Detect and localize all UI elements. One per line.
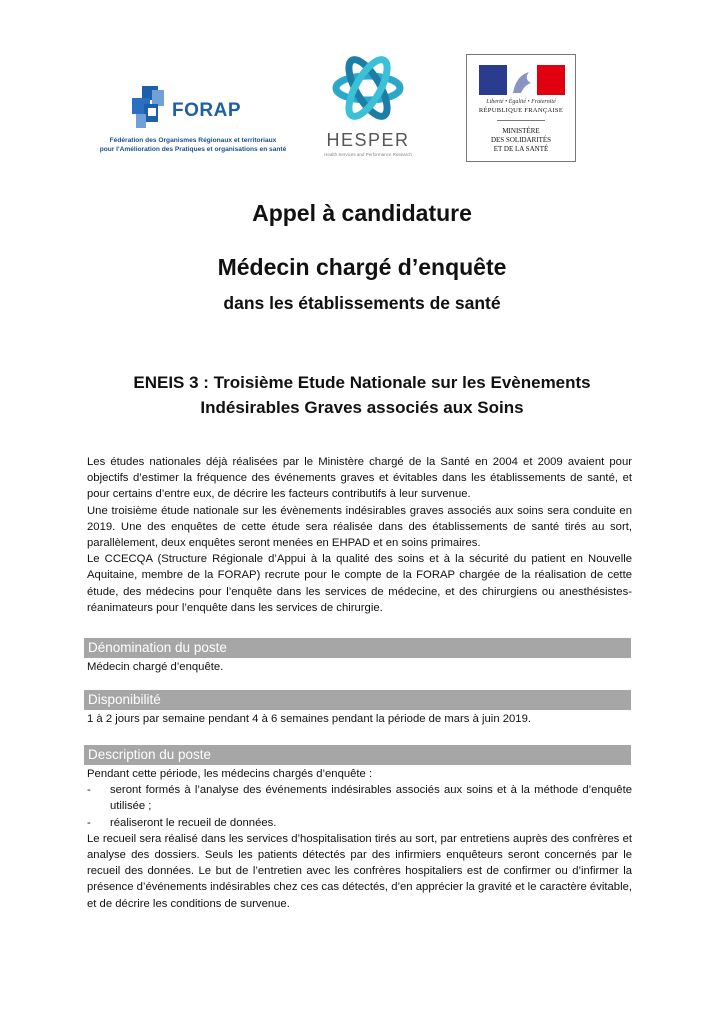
ministry-name [471,127,571,154]
ministry-divider [497,120,545,121]
section-heading-description: Description du poste [84,745,631,765]
description-list [87,782,632,831]
list-dash: - [87,784,91,797]
list-item [87,815,632,831]
section-heading-denomination: Dénomination du poste [84,638,631,658]
description-lead: Pendant cette période, les médecins chargés d’enquête : [87,768,373,780]
job-title: Médecin chargé d’enquête [217,254,507,280]
forap-name: FORAP [172,100,241,121]
job-subtitle: dans les établissements de santé [223,293,501,313]
forap-logo [84,82,302,160]
list-item-text: seront formés à l’analyse des événements indésirables associés aux soins et à la méthode d’enquête utilisée ; [110,784,632,813]
forap-emblem-icon [128,86,168,130]
forap-subtitle-line1: Fédération des Organismes Régionaux et territoriaux [109,137,277,144]
forap-subtitle [84,136,302,154]
intro-paragraph: Le CCECQA (Structure Régionale d’Appui à la qualité des soins et à la sécurité du patient en Nouvelle Aquitaine, membre de la FORAP) recrute pour le compte de la FORAP chargée de la réalisation de cette étude, des médecins pour l’enquête dans les services de médecine, et des chirurgiens ou anesthésistes-réanimateurs pour l’enquête dans les services de chirurgie. [87,553,632,614]
ministry-line3: ET DE LA SANTÉ [493,145,549,153]
hesper-name: HESPER [326,130,410,150]
forap-subtitle-line2: pour l'Amélioration des Pratiques et organisations en santé [99,146,287,153]
denomination-value: Médecin chargé d’enquête. [87,661,224,673]
marianne-icon [509,69,535,95]
list-dash: - [87,816,91,829]
ministry-line1: MINISTÈRE [502,127,540,135]
description-body: Le recueil sera réalisé dans les services d’hospitalisation tirés au sort, par entretiens auprès des confrères et analyse des dossiers. Seuls les patients détectés par des infirmiers enquêteurs seront concernés par le recueil des données. Le but de l’entretien avec les confrères hospitaliers est de confirmer ou d’infirmer la présence d’événements indésirables chez ces cas détectés, d’en apprécier la gravité et le caractère évitable, et de décrire les conditions de survenue. [87,832,632,910]
republic-name: RÉPUBLIQUE FRANÇAISE [478,107,564,114]
intro-paragraph: Les études nationales déjà réalisées par le Ministère chargé de la Santé en 2004 et 2009 avaient pour objectifs d’estimer la fréquence des événements graves et évitables dans les établissements de santé, et pour certains d’entre eux, de décrire les facteurs contributifs à leur survenue. [87,456,632,501]
hesper-atom-icon [330,50,406,126]
intro-text [87,454,632,616]
disponibilite-value: 1 à 2 jours par semaine pendant 4 à 6 semaines pendant la période de mars à juin 2019. [87,713,532,725]
study-title-line2: Indésirables Graves associés aux Soins [200,398,524,417]
study-title [90,370,634,420]
description-content [87,766,632,912]
intro-paragraph: Une troisième étude nationale sur les évènements indésirables graves associés aux soins sera conduite en 2019. Une des enquêtes de cette étude sera réalisée dans des établissements de santé tirés au sort, parallèlement, deux enquêtes seront menées en EHPAD et en soins primaires. [87,504,632,550]
hesper-logo [322,50,414,162]
list-item [87,782,632,814]
republic-motto: Liberté • Égalité • Fraternité [486,99,556,105]
study-title-line1: ENEIS 3 : Troisième Etude Nationale sur les Evènements [133,373,591,392]
ministry-line2: DES SOLIDARITÉS [490,136,552,144]
hesper-subtitle: Health Services and Performance Research [324,152,412,157]
page-title: Appel à candidature [252,200,472,226]
section-heading-disponibilite: Disponibilité [84,690,631,710]
list-item-text: réaliseront le recueil de données. [110,816,277,829]
french-flag-icon [479,65,565,95]
ministry-logo [466,54,576,162]
